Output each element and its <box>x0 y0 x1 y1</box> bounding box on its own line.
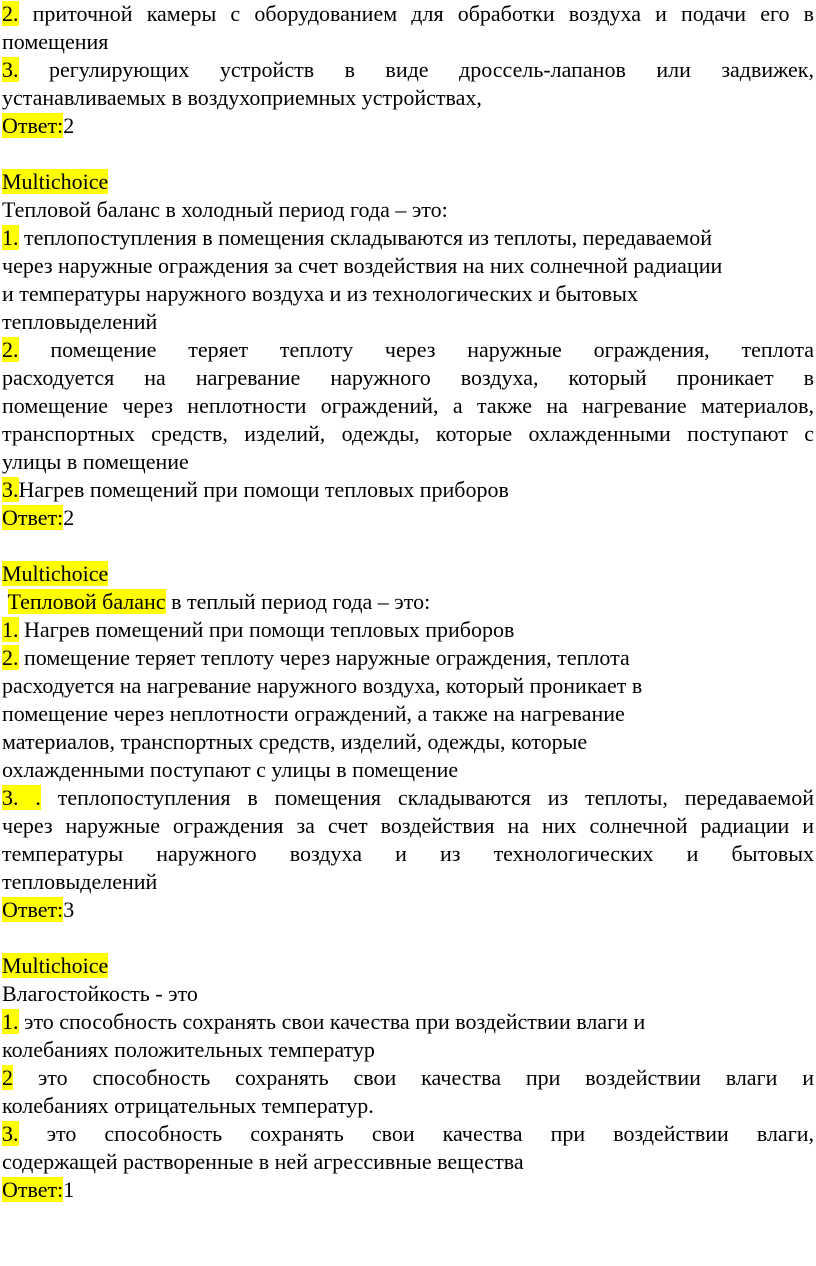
q2-answer <box>2 896 814 924</box>
answer-value: 3 <box>63 897 75 922</box>
q3-option-2: 2 это способность сохранять свои качества при воздействии влаги и <box>2 1065 814 1090</box>
q2-type <box>2 560 814 588</box>
q3-option-1: 1. это способность сохранять свои качества при воздействии влаги и <box>2 1009 646 1034</box>
option-number: 3. <box>2 1121 19 1146</box>
spacer <box>2 924 814 952</box>
q3-option-1-cont: колебаниях положительных температур <box>2 1037 375 1062</box>
question-type-label: Multichoice <box>2 561 109 586</box>
answer-value: 2 <box>63 505 75 530</box>
option-number: 2. <box>2 337 19 362</box>
q1-option-2-cont: расходуется на нагревание наружного воздуха, который проникает в <box>2 365 814 390</box>
option-number: 2. <box>2 645 19 670</box>
q1-answer <box>2 504 814 532</box>
answer-value: 1 <box>63 1177 75 1202</box>
intro-option-2-cont: помещения <box>2 29 109 54</box>
question-type-label: Multichoice <box>2 169 109 194</box>
q3-option-2-cont: колебаниях отрицательных температур. <box>2 1093 374 1118</box>
q1-option-1-cont: через наружные ограждения за счет воздействия на них солнечной радиации <box>2 253 723 278</box>
q2-question: Тепловой баланс в теплый период года – это: <box>7 589 431 614</box>
q2-option-1: 1. Нагрев помещений при помощи тепловых приборов <box>2 617 515 642</box>
q3-type <box>2 952 814 980</box>
intro-option-3: 3. регулирующих устройств в виде дроссель-лапанов или задвижек, <box>2 57 814 82</box>
option-number: 2 <box>2 1065 13 1090</box>
option-number: 3. . <box>2 785 41 810</box>
intro-option-2: 2. приточной камеры с оборудованием для обработки воздуха и подачи его в <box>2 1 814 26</box>
q2-option-2: 2. помещение теряет теплоту через наружные ограждения, теплота <box>2 645 630 670</box>
answer-label: Ответ: <box>2 897 64 922</box>
q1-option-2: 2. помещение теряет теплоту через наружные ограждения, теплота <box>2 337 814 362</box>
option-number: 1. <box>2 617 19 642</box>
q1-option-2-cont: помещение через неплотности ограждений, а также на нагревание материалов, <box>2 393 814 418</box>
option-number: 1. <box>2 1009 19 1034</box>
option-number: 3. <box>2 57 19 82</box>
q3-option-3-cont: содержащей растворенные в ней агрессивные вещества <box>2 1149 524 1174</box>
q2-option-3: 3. . теплопоступления в помещения складываются из теплоты, передаваемой <box>2 785 815 810</box>
q2-option-2-cont: расходуется на нагревание наружного воздуха, который проникает в <box>2 673 643 698</box>
q1-question: Тепловой баланс в холодный период года – это: <box>2 197 448 222</box>
q3-answer <box>2 1176 814 1204</box>
spacer <box>2 532 814 560</box>
intro-answer <box>2 112 814 140</box>
q2-option-2-cont: помещение через неплотности ограждений, а также на нагревание <box>2 701 625 726</box>
answer-label: Ответ: <box>2 505 64 530</box>
q1-option-3: 3.Нагрев помещений при помощи тепловых приборов <box>2 477 509 502</box>
intro-option-3-cont: устанавливаемых в воздухоприемных устройствах, <box>2 85 482 110</box>
q1-option-2-cont: улицы в помещение <box>2 449 189 474</box>
q3-question: Влагостойкость - это <box>2 981 198 1006</box>
q1-option-1-cont: и температуры наружного воздуха и из технологических и бытовых <box>2 281 638 306</box>
answer-label: Ответ: <box>2 1177 64 1202</box>
q1-option-1-cont: тепловыделений <box>2 309 158 334</box>
answer-label: Ответ: <box>2 113 64 138</box>
option-number: 2. <box>2 1 19 26</box>
option-number: 3. <box>2 477 19 502</box>
option-number: 1. <box>2 225 19 250</box>
q2-option-2-cont: материалов, транспортных средств, изделий, одежды, которые <box>2 729 588 754</box>
q1-option-2-cont: транспортных средств, изделий, одежды, которые охлажденными поступают с <box>2 421 814 446</box>
q1-option-1: 1. теплопоступления в помещения складываются из теплоты, передаваемой <box>2 225 712 250</box>
q1-type <box>2 168 814 196</box>
q2-option-3-cont: через наружные ограждения за счет воздействия на них солнечной радиации и <box>2 813 814 838</box>
q2-option-2-cont: охлажденными поступают с улицы в помещение <box>2 757 459 782</box>
question-type-label: Multichoice <box>2 953 109 978</box>
spacer <box>2 140 814 168</box>
highlighted-term: Тепловой баланс <box>7 589 166 614</box>
q3-option-3: 3. это способность сохранять свои качества при воздействии влаги, <box>2 1121 814 1146</box>
q2-option-3-cont: температуры наружного воздуха и из технологических и бытовых <box>2 841 814 866</box>
answer-value: 2 <box>63 113 75 138</box>
q2-option-3-cont: тепловыделений <box>2 869 158 894</box>
